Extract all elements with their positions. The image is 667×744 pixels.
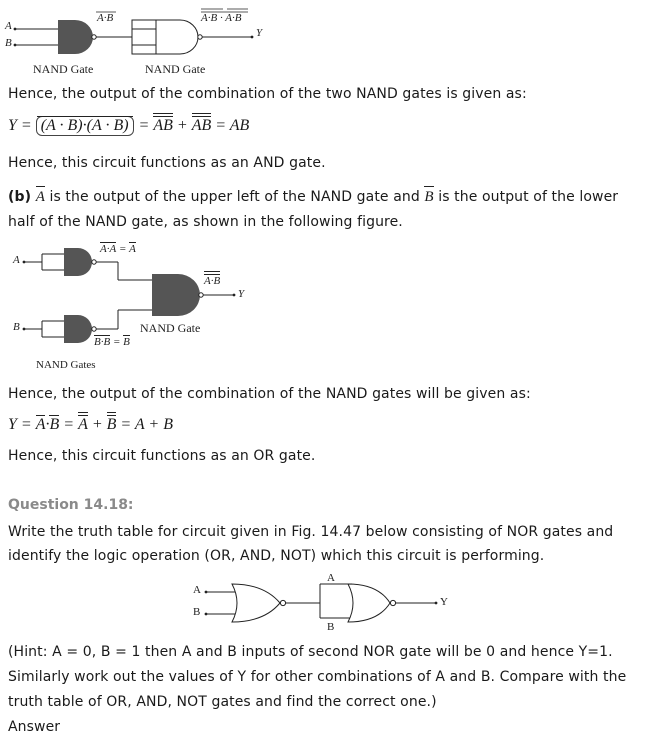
paragraph-or-gate: Hence, this circuit functions as an OR gate. — [8, 448, 316, 464]
nor-gate-1 — [232, 584, 280, 622]
fig2-bottom-expr: B·B = B — [94, 336, 130, 348]
nand-gate-output — [152, 274, 200, 316]
fig1-out-expr: A·B · A·B — [201, 12, 242, 24]
fig3-input-b: B — [193, 606, 201, 618]
hint-line2: Similarly work out the values of Y for other combinations of A and B. Compare with the — [8, 669, 627, 685]
fig3-output-y: Y — [440, 596, 448, 608]
question-title: Question 14.18: — [8, 497, 134, 513]
nand-or-circuit-figure — [0, 238, 260, 378]
part-b-line2: half of the NAND gate, as shown in the following figure. — [8, 214, 403, 230]
answer-label: Answer — [8, 719, 61, 735]
fig2-input-b: B — [13, 321, 20, 333]
nor-gate-2 — [348, 584, 390, 622]
fig1-input-b: B — [5, 37, 12, 49]
hint-line3: truth table of OR, AND, NOT gates and find the correct one.) — [8, 694, 437, 710]
fig2-gate-label: NAND Gate — [140, 321, 201, 335]
equation-or: Y = A·B = A + B = A + B — [8, 416, 173, 433]
question-line1: Write the truth table for circuit given in Fig. 14.47 below consisting of NOR gates and — [8, 524, 614, 540]
hint-line1: (Hint: A = 0, B = 1 then A and B inputs of second NOR gate will be 0 and hence Y=1. — [8, 644, 613, 660]
part-b-line1: (b) A is the output of the upper left of the NAND gate and B is the output of the lower — [8, 189, 619, 205]
fig1-output-y: Y — [256, 27, 263, 39]
fig3-bottom-label: B — [327, 621, 335, 633]
paragraph-output-two-nand: Hence, the output of the combination of the two NAND gates is given as: — [8, 86, 527, 102]
fig1-gate2-label: NAND Gate — [145, 62, 206, 76]
nand-gate-1 — [58, 20, 93, 54]
fig1-mid-expr: A·B — [97, 12, 114, 24]
nand-gate-2 — [156, 20, 198, 54]
nand-gate-upper — [64, 248, 92, 276]
fig3-top-label: A — [327, 572, 335, 584]
fig2-input-a: A — [13, 254, 20, 266]
equation-and: Y = (A · B)·(A · B) = AB + AB = AB — [8, 117, 250, 134]
nor-circuit-figure — [180, 570, 460, 640]
fig2-output-y: Y — [238, 288, 245, 300]
nand-gate-lower — [64, 315, 92, 343]
fig1-gate1-label: NAND Gate — [33, 62, 94, 76]
fig3-input-a: A — [193, 584, 201, 596]
paragraph-and-gate: Hence, this circuit functions as an AND gate. — [8, 155, 326, 171]
fig2-gates-label: NAND Gates — [36, 359, 96, 371]
fig2-out-expr: A·B — [204, 275, 221, 287]
fig2-top-expr: A·A = A — [100, 243, 136, 255]
fig1-input-a: A — [5, 20, 12, 32]
paragraph-output-nand-gates: Hence, the output of the combination of the NAND gates will be given as: — [8, 386, 531, 402]
question-line2: identify the logic operation (OR, AND, NOT) which this circuit is performing. — [8, 548, 545, 564]
